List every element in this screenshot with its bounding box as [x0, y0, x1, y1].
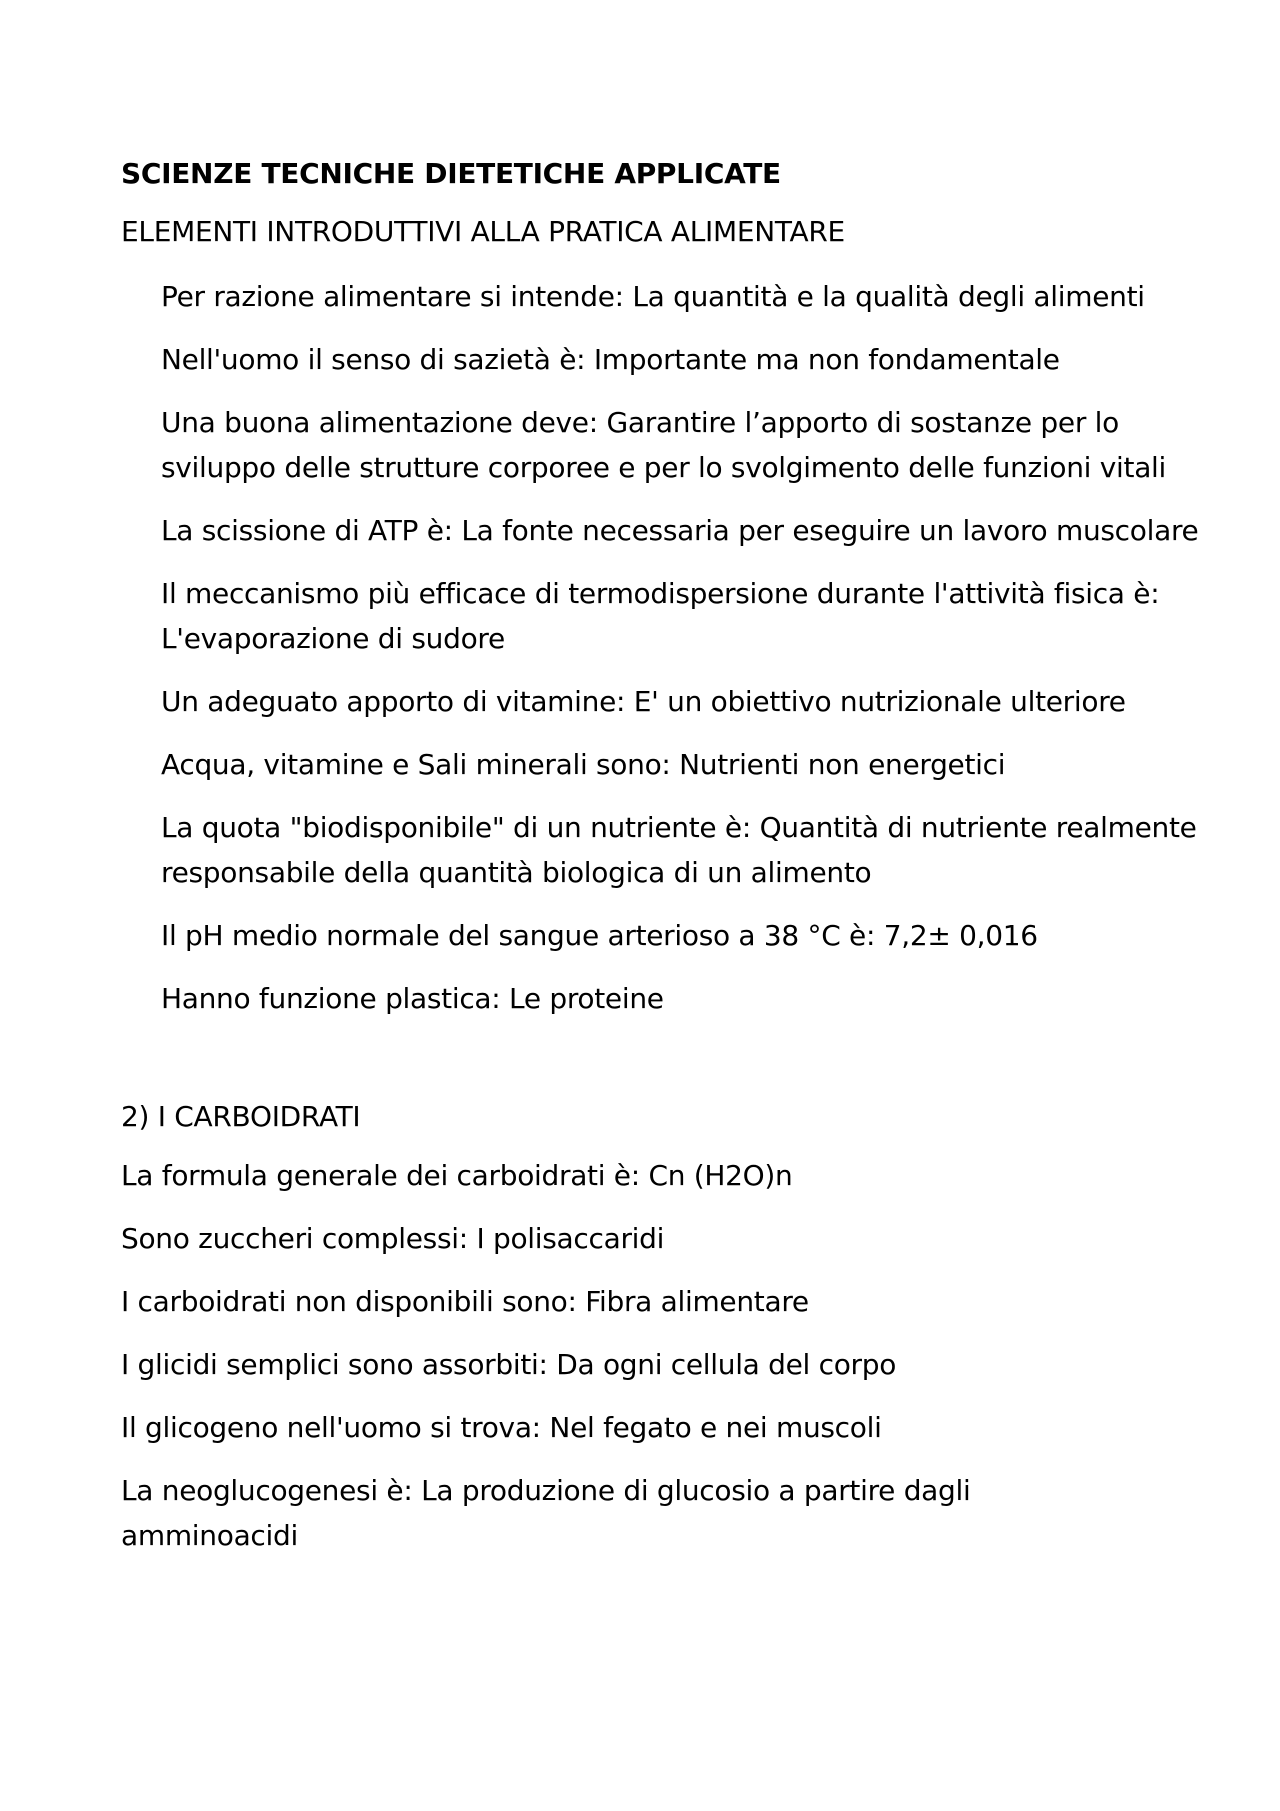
list-item: La neoglucogenesi è: La produzione di glucosio a partire dagli amminoacidi — [121, 1474, 971, 1552]
list-item: Il glicogeno nell'uomo si trova: Nel fegato e nei muscoli — [121, 1411, 882, 1444]
list-item: Hanno funzione plastica: Le proteine — [161, 982, 664, 1015]
section-spacer — [121, 1039, 1181, 1097]
list-item: I glicidi semplici sono assorbiti: Da ogni cellula del corpo — [121, 1348, 897, 1381]
document-title: SCIENZE TECNICHE DIETETICHE APPLICATE — [121, 157, 781, 190]
list-item: Il meccanismo più efficace di termodispersione durante l'attività fisica è: L'evaporazione di sudore — [161, 577, 1160, 655]
section-heading-introduttivi: ELEMENTI INTRODUTTIVI ALLA PRATICA ALIMENTARE — [121, 215, 845, 248]
list-item: La quota "biodisponibile" di un nutriente è: Quantità di nutriente realmente responsabile della quantità biologica di un alimento — [161, 811, 1197, 889]
section-heading-carboidrati: 2) I CARBOIDRATI — [121, 1100, 361, 1133]
list-item: Sono zuccheri complessi: I polisaccaridi — [121, 1222, 665, 1255]
list-item: Acqua, vitamine e Sali minerali sono: Nutrienti non energetici — [161, 748, 1006, 781]
list-item: La scissione di ATP è: La fonte necessaria per eseguire un lavoro muscolare — [161, 514, 1199, 547]
list-item: I carboidrati non disponibili sono: Fibra alimentare — [121, 1285, 809, 1318]
list-item: Per razione alimentare si intende: La quantità e la qualità degli alimenti — [161, 280, 1145, 313]
list-item: Una buona alimentazione deve: Garantire l’apporto di sostanze per lo sviluppo delle strutture corporee e per lo svolgimento delle funzioni vitali — [161, 406, 1167, 484]
list-item: Nell'uomo il senso di sazietà è: Importante ma non fondamentale — [161, 343, 1060, 376]
list-item: Un adeguato apporto di vitamine: E' un obiettivo nutrizionale ulteriore — [161, 685, 1126, 718]
section-introduttivi-list — [121, 274, 1199, 1021]
list-item: Il pH medio normale del sangue arterioso a 38 °C è: 7,2± 0,016 — [161, 919, 1038, 952]
document-page — [121, 154, 1199, 1576]
section-carboidrati — [121, 1097, 1181, 1558]
list-item: La formula generale dei carboidrati è: Cn (H2O)n — [121, 1159, 793, 1192]
